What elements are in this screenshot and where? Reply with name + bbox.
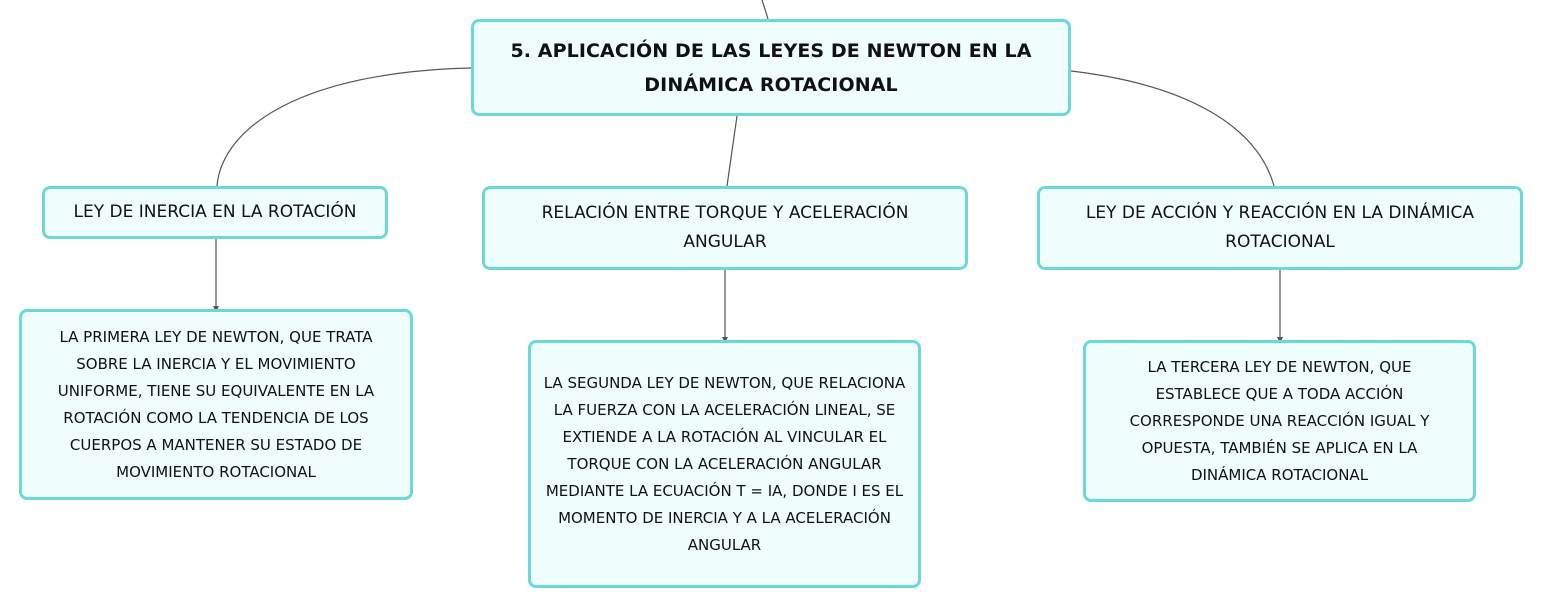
connector-root-to-inertia	[217, 68, 471, 186]
detail-text-torque: LA SEGUNDA LEY DE NEWTON, QUE RELACIONA LA FUERZA CON LA ACELERACIÓN LINEAL, SE EXTIENDE A LA ROTACIÓN AL VINCULAR EL TORQUE CON LA ACELERACIÓN ANGULAR MEDIANTE LA ECUACIÓN T = IA, DONDE I ES EL MOMENTO DE INERCIA Y A LA ACELERACIÓN ANGULAR	[543, 373, 906, 554]
branch-node-torque[interactable]	[482, 186, 968, 270]
branch-node-action-reaction[interactable]	[1037, 186, 1523, 270]
detail-node-torque[interactable]	[528, 340, 921, 588]
connector-root-to-torque	[727, 116, 737, 186]
branch-label-inertia: LEY DE INERCIA EN LA ROTACIÓN	[73, 202, 357, 222]
branch-node-inertia[interactable]	[42, 186, 388, 239]
branch-label-action-reaction: LEY DE ACCIÓN Y REACCIÓN EN LA DINÁMICA ROTACIONAL	[1085, 203, 1475, 252]
branch-label-torque: RELACIÓN ENTRE TORQUE Y ACELERACIÓN ANGULAR	[541, 203, 909, 252]
connector-root-to-action-reaction	[1071, 71, 1274, 186]
detail-node-action-reaction[interactable]	[1083, 340, 1476, 502]
detail-text-action-reaction: LA TERCERA LEY DE NEWTON, QUE ESTABLECE QUE A TODA ACCIÓN CORRESPONDE UNA REACCIÓN IGUAL Y OPUESTA, TAMBIÉN SE APLICA EN LA DINÁMICA ROTACIONAL	[1129, 357, 1430, 484]
central-topic-text: 5. APLICACIÓN DE LAS LEYES DE NEWTON EN LA DINÁMICA ROTACIONAL	[510, 39, 1032, 96]
detail-text-inertia: LA PRIMERA LEY DE NEWTON, QUE TRATA SOBRE LA INERCIA Y EL MOVIMIENTO UNIFORME, TIENE SU EQUIVALENTE EN LA ROTACIÓN COMO LA TENDENCIA DE LOS CUERPOS A MANTENER SU ESTADO DE MOVIMIENTO ROTACIONAL	[57, 327, 375, 481]
connector-parent	[762, 0, 768, 19]
central-topic-node[interactable]	[471, 19, 1071, 116]
detail-node-inertia[interactable]	[19, 309, 413, 500]
